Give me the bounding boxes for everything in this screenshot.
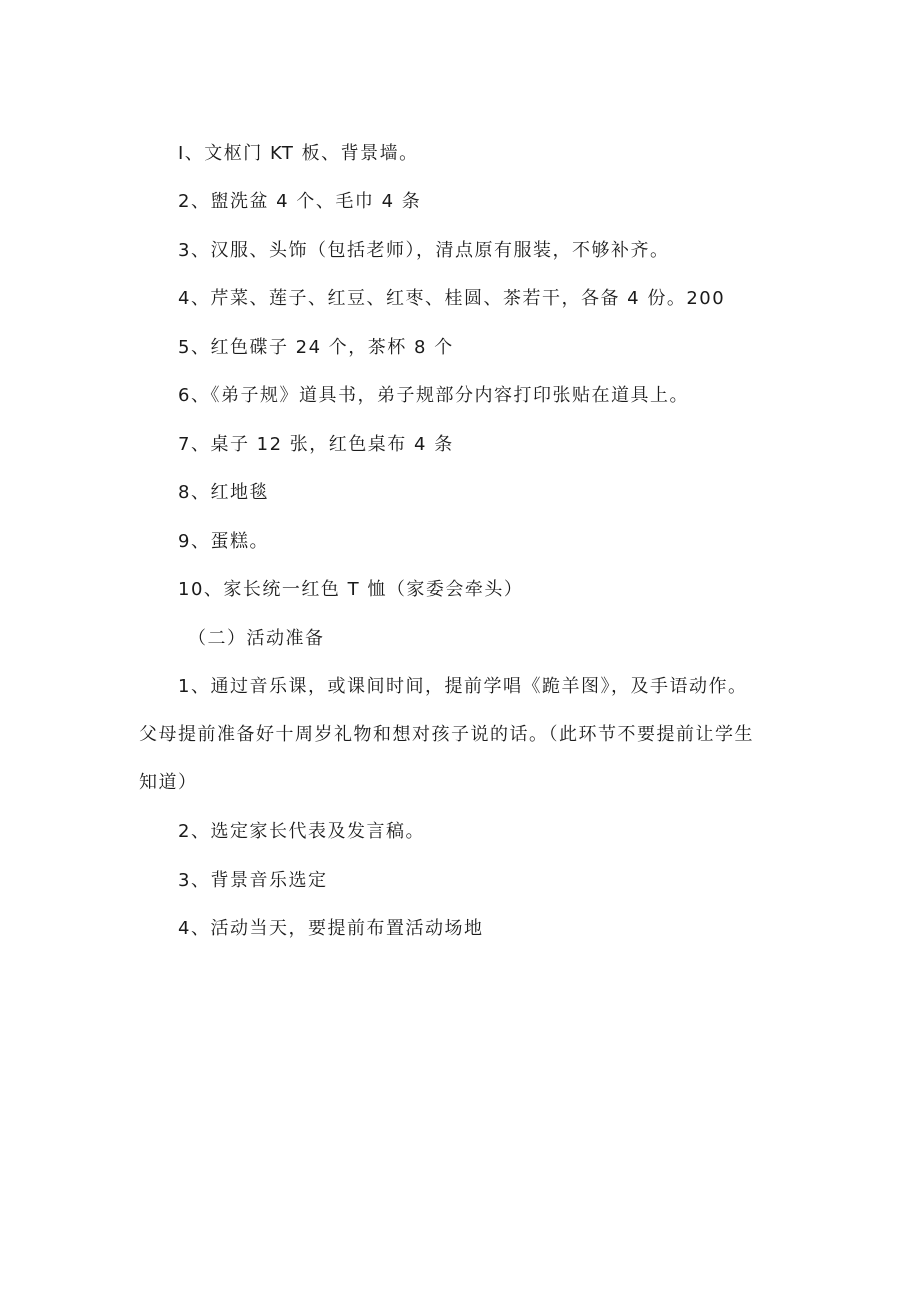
prep-item-1-line-2: 父母提前准备好十周岁礼物和想对孩子说的话。（此环节不要提前让学生 [139, 724, 754, 745]
section-heading: （二）活动准备 [188, 628, 325, 649]
list-item: 2、盥洗盆 4 个、毛巾 4 条 [178, 191, 422, 212]
prep-item-4: 4、活动当天，要提前布置活动场地 [178, 918, 484, 939]
list-item: 10、家长统一红色 T 恤（家委会牵头） [178, 579, 524, 600]
list-item: I、文枢门 KT 板、背景墙。 [178, 143, 419, 164]
list-item: 8、红地毯 [178, 482, 269, 503]
prep-item-3: 3、背景音乐选定 [178, 870, 328, 891]
prep-item-1-line-3: 知道） [139, 772, 198, 793]
list-item: 5、红色碟子 24 个，茶杯 8 个 [178, 337, 454, 358]
prep-item-2: 2、选定家长代表及发言稿。 [178, 821, 425, 842]
list-item: 3、汉服、头饰（包括老师），清点原有服装，不够补齐。 [178, 240, 670, 261]
list-item: 6、《弟子规》道具书，弟子规部分内容打印张贴在道具上。 [178, 385, 689, 406]
prep-item-1-line-1: 1、通过音乐课，或课间时间，提前学唱《跪羊图》，及手语动作。 [178, 676, 748, 697]
list-item: 4、芹菜、莲子、红豆、红枣、桂圆、茶若干，各备 4 份。200 [178, 288, 726, 309]
list-item: 7、桌子 12 张，红色桌布 4 条 [178, 434, 454, 455]
list-item: 9、蛋糕。 [178, 531, 269, 552]
